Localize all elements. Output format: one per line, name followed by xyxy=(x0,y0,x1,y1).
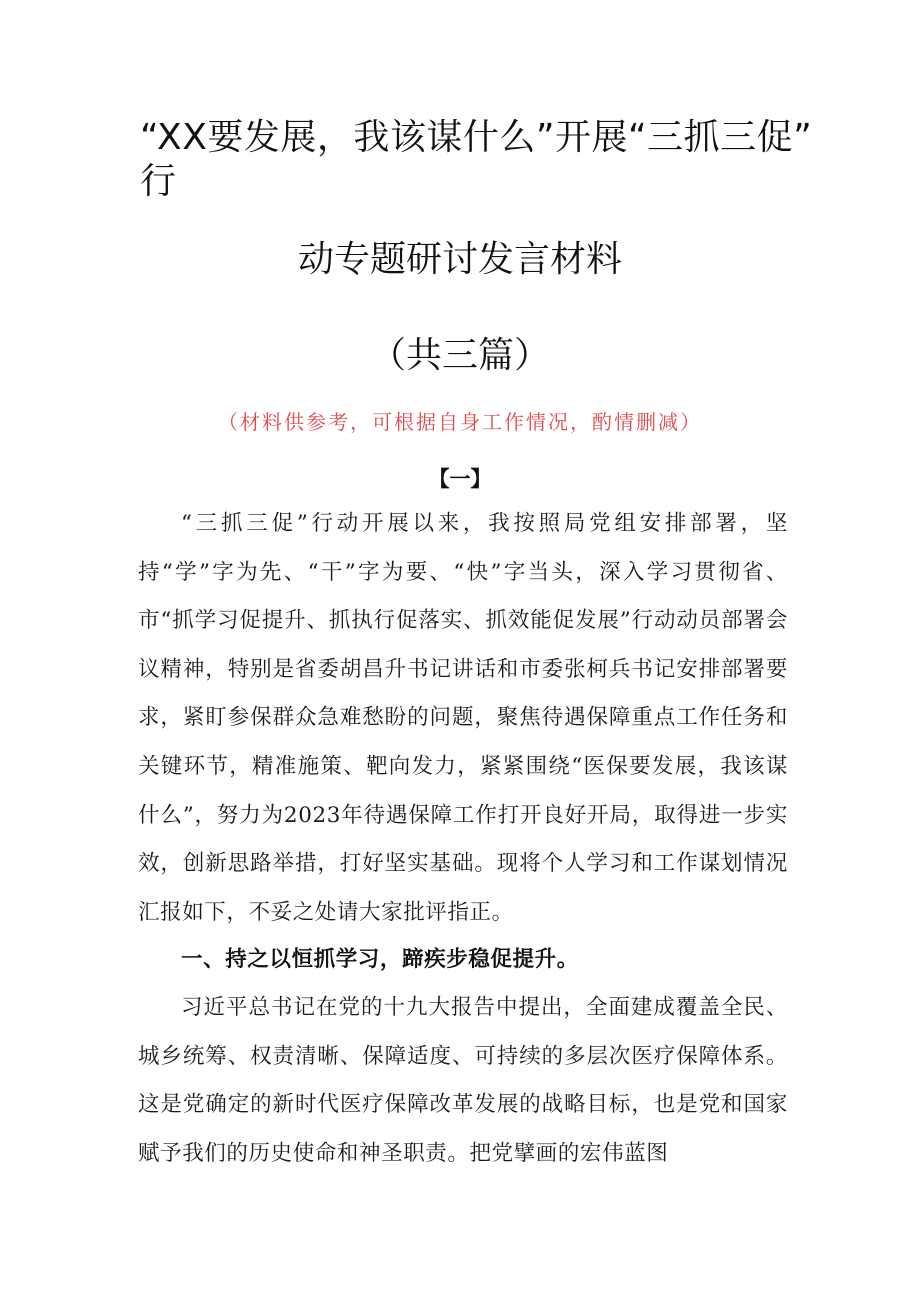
paragraph-section-1: 习近平总书记在党的十九大报告中提出，全面建成覆盖全民、城乡统筹、权责清晰、保障适度、可持续的多层次医疗保障体系。这是党确定的新时代医疗保障改革发展的战略目标，也是党和国家赋予我们的历史使命和神圣职责。把党擘画的宏伟蓝图 xyxy=(138,995,788,1166)
title-line-1-wrap: 行 xyxy=(140,161,177,202)
part-label: 【一】 xyxy=(428,466,492,491)
title-line-1: “XX要发展，我该谋什么”开展“三抓三促” xyxy=(140,117,813,158)
title-count: （共三篇） xyxy=(369,335,550,376)
reference-note: （材料供参考，可根据自身工作情况，酌情删减） xyxy=(218,410,702,434)
paragraph-intro: “三抓三促”行动开展以来，我按照局党组安排部署，坚持“学”字为先、“干”字为要、“快”字当头，深入学习贯彻省、市“抓学习促提升、抓执行促落实、抓效能促发展”行动动员部署会议精神，特别是省委胡昌升书记讲话和市委张柯兵书记安排部署要求，紧盯参保群众急难愁盼的问题，聚焦待遇保障重点工作任务和关键环节，精准施策、靶向发力，紧紧围绕“医保要发展，我该谋什么”，努力为2023年待遇保障工作打开良好开局，取得进一步实效，创新思路举措，打好坚实基础。现将个人学习和工作谋划情况汇报如下，不妥之处请大家批评指正。 xyxy=(138,511,788,925)
title-line-2: 动专题研讨发言材料 xyxy=(297,239,622,280)
section-heading-1: 一、持之以恒抓学习，蹄疾步稳促提升。 xyxy=(181,947,579,972)
